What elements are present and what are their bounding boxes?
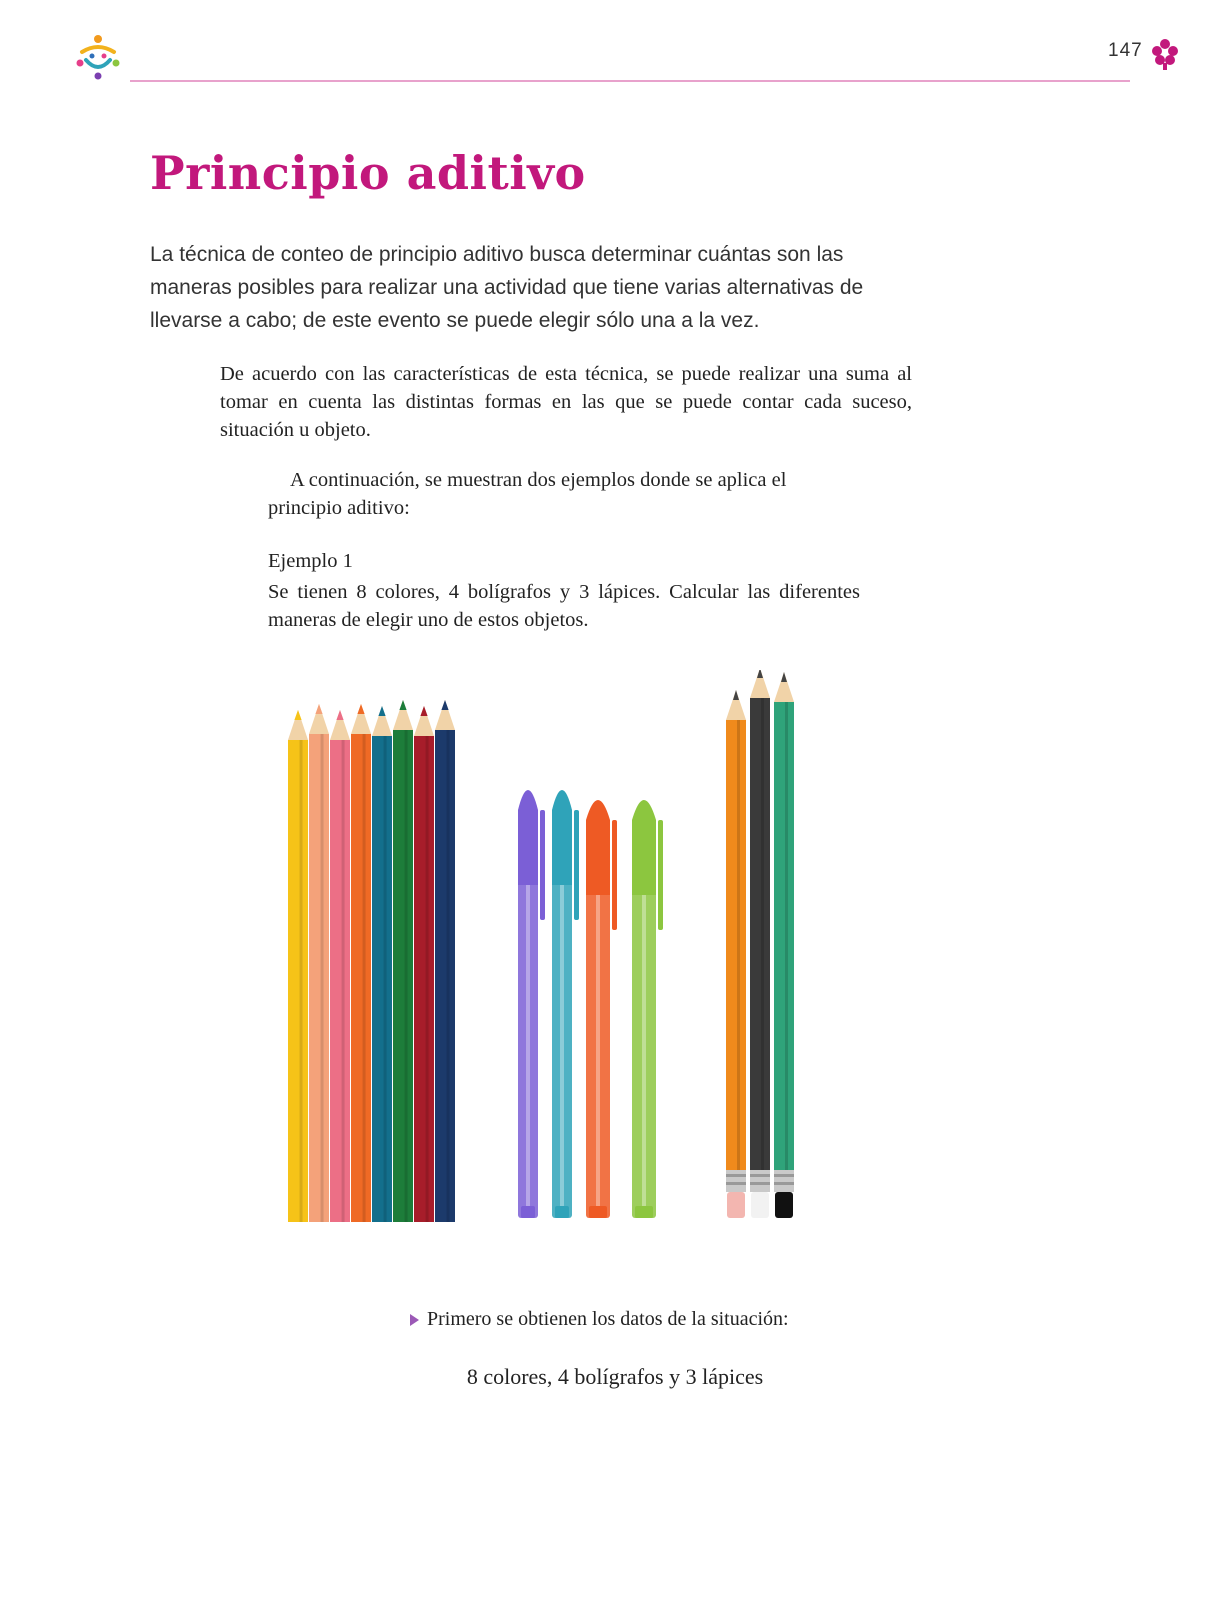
page-title: Principio aditivo: [150, 146, 586, 200]
flower-icon: [1150, 38, 1180, 70]
graphite-pencil: [774, 672, 794, 1218]
graphite-pencil: [726, 690, 746, 1218]
technique-paragraph: De acuerdo con las características de esta técnica, se puede realizar una suma al tomar en cuenta las distintas formas en las que se puede contar cada suceso, situación u objeto.: [220, 363, 912, 441]
pen: [632, 800, 663, 1218]
step-bullet: [410, 1308, 789, 1331]
intro-paragraph: La técnica de conteo de principio aditivo busca determinar cuántas son las maneras posibles para realizar una actividad que tiene varias alternativas de llevarse a cabo; de este evento se puede elegir sólo una a la vez.: [150, 243, 864, 332]
data-line: 8 colores, 4 bolígrafos y 3 lápices: [466, 1364, 764, 1389]
page-number: 147: [1108, 40, 1143, 61]
examples-intro-paragraph: A continuación, se muestran dos ejemplos donde se aplica el principio aditivo:: [268, 469, 787, 519]
colored-pencil: [414, 706, 434, 1222]
colored-pencil: [435, 700, 455, 1222]
graphite-pencil: [750, 670, 770, 1218]
colored-pencil: [288, 710, 308, 1222]
header-rule: [130, 80, 1130, 82]
example-title: Ejemplo 1: [268, 550, 353, 572]
example-text: Se tienen 8 colores, 4 bolígrafos y 3 lápices. Calcular las diferentes maneras de elegir uno de estos objetos.: [268, 581, 860, 631]
colored-pencil: [351, 704, 371, 1222]
writing-tools-illustration: [280, 670, 840, 1245]
colored-pencil: [330, 710, 350, 1222]
pen: [586, 800, 617, 1218]
pen: [552, 790, 579, 1218]
colored-pencil: [393, 700, 413, 1222]
step-text: Primero se obtienen los datos de la situación:: [427, 1308, 789, 1330]
colored-pencil: [309, 704, 329, 1222]
colorful-figure-icon: [70, 30, 126, 86]
triangle-bullet-icon: [410, 1314, 419, 1326]
pen: [518, 790, 545, 1218]
colored-pencil: [372, 706, 392, 1222]
